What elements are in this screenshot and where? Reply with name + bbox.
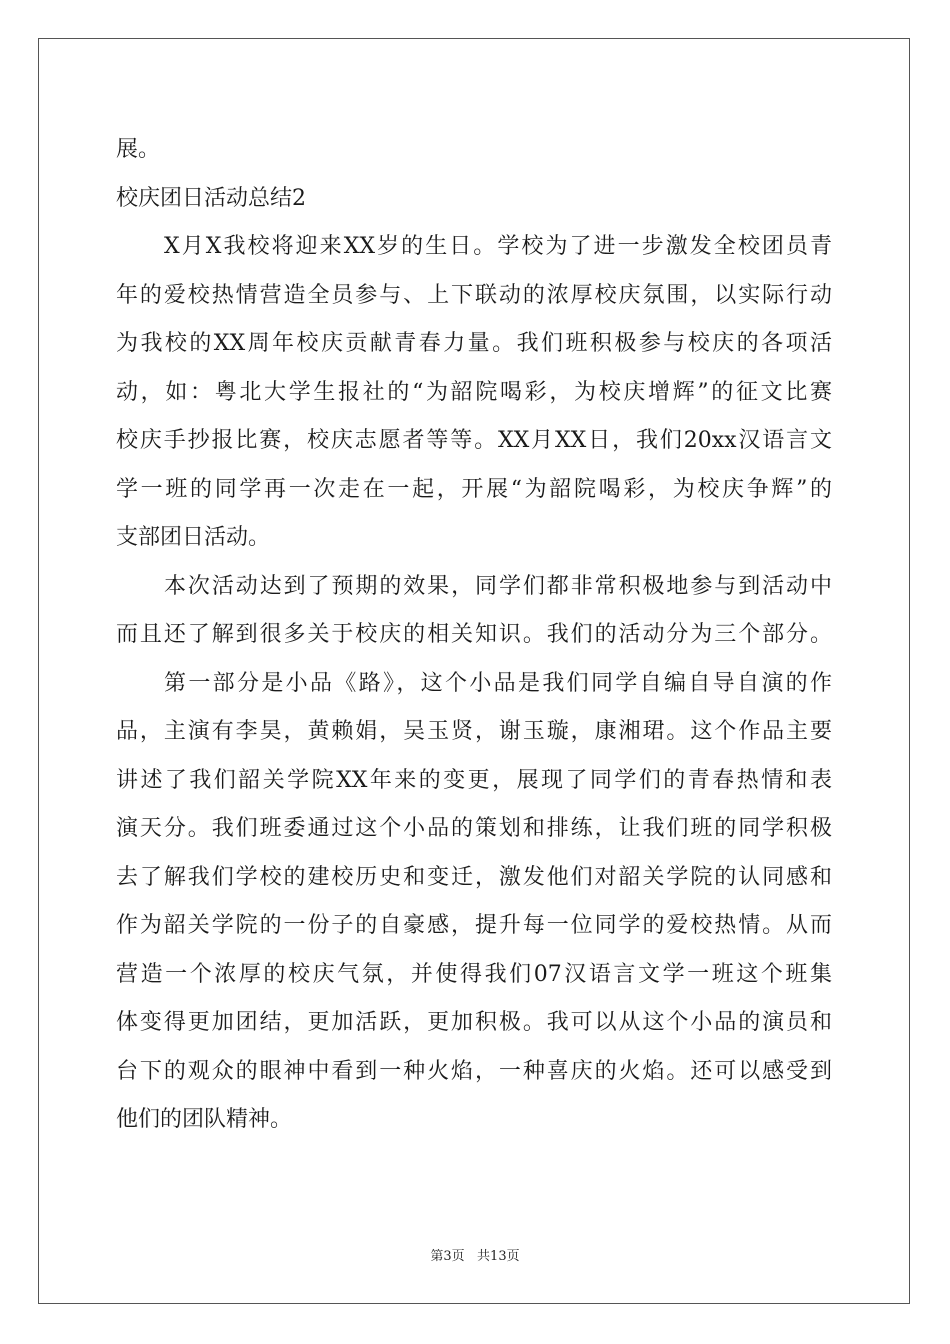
text-line: 去了解我们学校的建校历史和变迁，激发他们对韶关学院的认同感和 (116, 864, 832, 890)
text-line: 演天分。我们班委通过这个小品的策划和排练，让我们班的同学积极 (116, 816, 832, 841)
text-line: 讲述了我们韶关学院XX年来的变更，展现了同学们的青春热情和表 (116, 767, 832, 793)
text-line: 校庆团日活动总结2 (116, 185, 306, 211)
text-line: 学一班的同学再一次走在一起，开展“为韶院喝彩，为校庆争辉”的 (116, 476, 832, 502)
text-line: 为我校的XX周年校庆贡献青春力量。我们班积极参与校庆的各项活 (116, 331, 832, 356)
text-line: 体变得更加团结，更加活跃，更加积极。我可以从这个小品的演员和 (116, 1010, 832, 1035)
text-line: 动，如：粤北大学生报社的“为韶院喝彩，为校庆增辉”的征文比赛 (116, 379, 832, 405)
text-line: 而且还了解到很多关于校庆的相关知识。我们的活动分为三个部分。 (116, 622, 832, 647)
document-body (116, 126, 832, 1145)
text-line: 校庆手抄报比赛，校庆志愿者等等。XX月XX日，我们20xx汉语言文 (116, 428, 832, 453)
text-line: 品，主演有李昊，黄赖娟，吴玉贤，谢玉璇，康湘珺。这个作品主要 (116, 719, 832, 744)
text-line: 本次活动达到了预期的效果，同学们都非常积极地参与到活动中 (164, 573, 832, 599)
text-line: 年的爱校热情营造全员参与、上下联动的浓厚校庆氛围，以实际行动 (116, 282, 832, 308)
text-line: 作为韶关学院的一份子的自豪感，提升每一位同学的爱校热情。从而 (116, 913, 832, 938)
text-line: 第一部分是小品《路》，这个小品是我们同学自编自导自演的作 (164, 670, 832, 696)
text-line: 台下的观众的眼神中看到一种火焰，一种喜庆的火焰。还可以感受到 (116, 1058, 832, 1084)
page-number-footer: 第3页 共13页 (430, 1249, 520, 1264)
text-line: 支部团日活动。 (116, 525, 271, 550)
text-line: 他们的团队精神。 (116, 1107, 293, 1132)
text-line: X月X我校将迎来XX岁的生日。学校为了进一步激发全校团员青 (164, 234, 832, 259)
text-line: 营造一个浓厚的校庆气氛，并使得我们07汉语言文学一班这个班集 (116, 961, 832, 987)
text-line: 展。 (116, 137, 161, 162)
